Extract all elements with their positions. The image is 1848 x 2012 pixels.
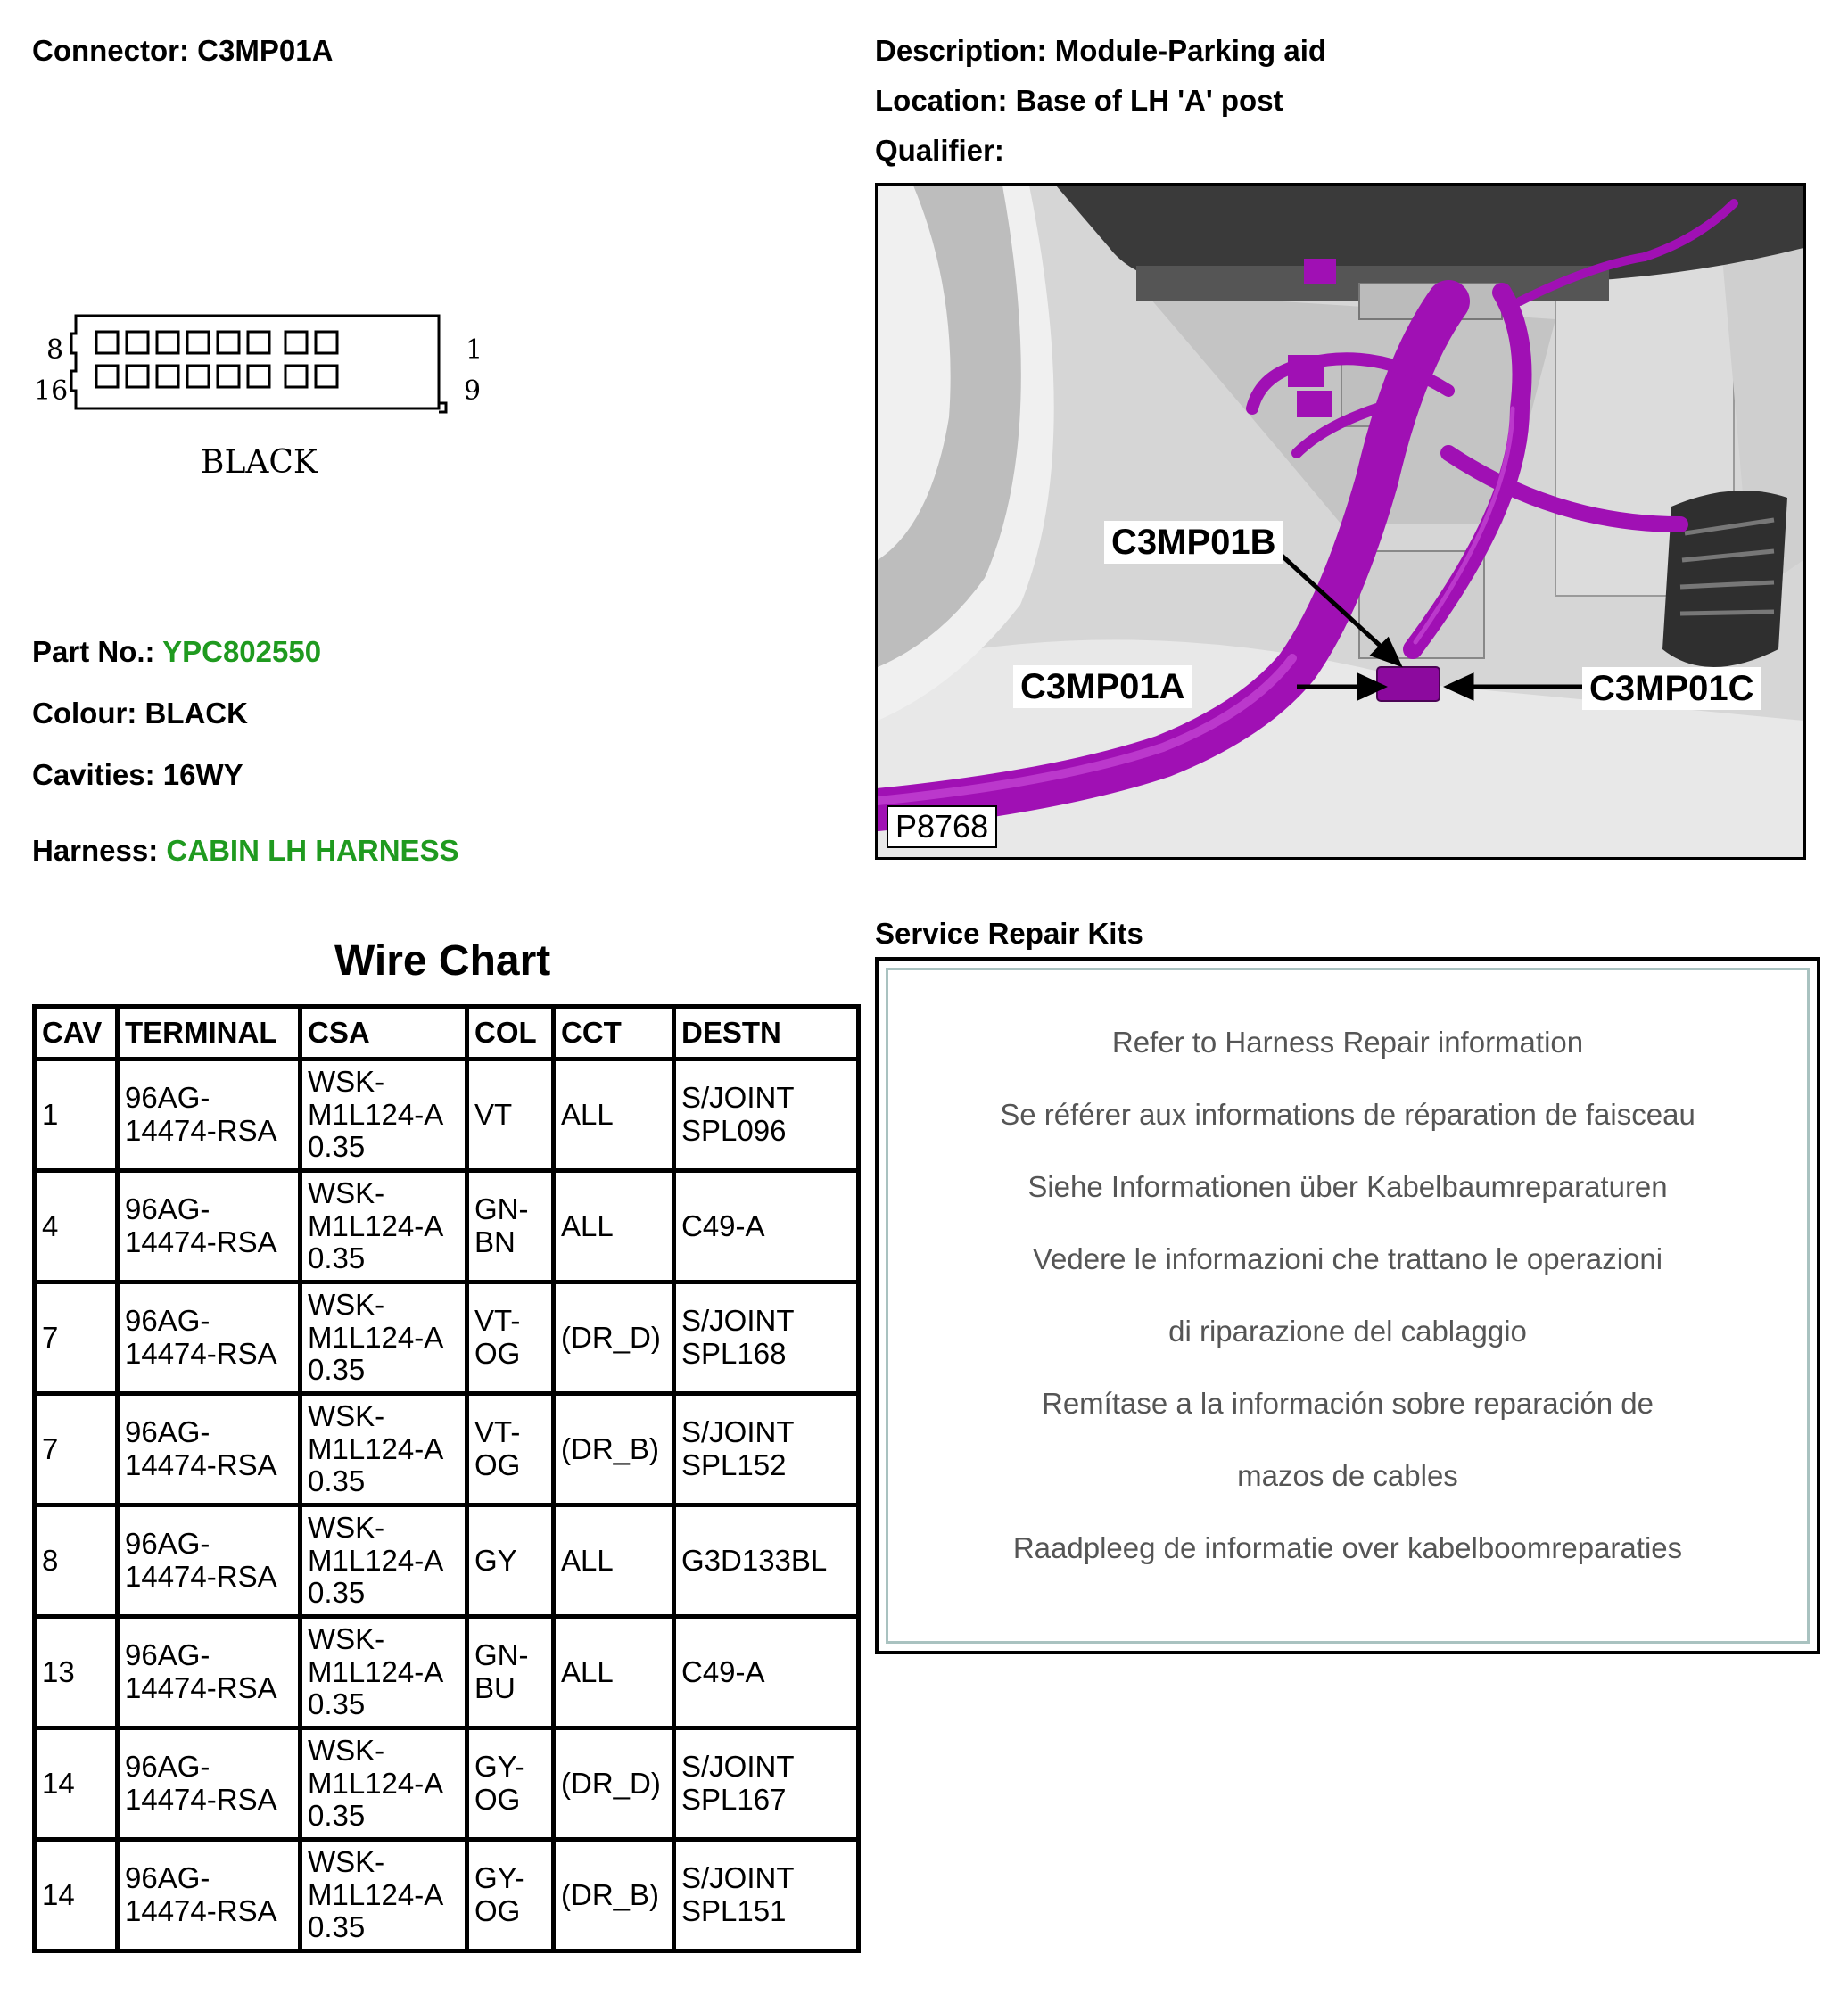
cell-cct: (DR_D) bbox=[554, 1282, 674, 1394]
cell-csa: WSK- M1L124-A 0.35 bbox=[301, 1617, 467, 1728]
cell-col: GY bbox=[467, 1505, 554, 1617]
header-col: COL bbox=[467, 1007, 554, 1060]
cavity-top-1 bbox=[96, 332, 118, 353]
harness-line bbox=[32, 836, 459, 865]
cell-terminal: 96AG- 14474-RSA bbox=[118, 1394, 301, 1505]
part-number-label: Part No.: bbox=[32, 635, 155, 668]
cell-cct: ALL bbox=[554, 1617, 674, 1728]
cavities-line bbox=[32, 760, 243, 789]
cavity-bottom-1 bbox=[96, 366, 118, 387]
harness-link[interactable]: CABIN LH HARNESS bbox=[166, 834, 459, 867]
cell-terminal: 96AG- 14474-RSA bbox=[118, 1728, 301, 1840]
cell-destn: S/JOINT SPL168 bbox=[674, 1282, 859, 1394]
cell-cct: (DR_D) bbox=[554, 1728, 674, 1840]
location-label: Location: bbox=[875, 84, 1008, 117]
description-value: Module-Parking aid bbox=[1054, 34, 1327, 67]
wire-chart-row bbox=[35, 1840, 859, 1951]
cell-terminal: 96AG- 14474-RSA bbox=[118, 1505, 301, 1617]
cell-cav: 7 bbox=[35, 1394, 118, 1505]
wire-chart-header-row bbox=[35, 1007, 859, 1060]
cavity-top-3 bbox=[157, 332, 178, 353]
cavity-bottom-4 bbox=[187, 366, 209, 387]
colour-label: Colour: bbox=[32, 697, 137, 730]
colour-line bbox=[32, 698, 248, 728]
cell-cct: ALL bbox=[554, 1171, 674, 1282]
part-number-line bbox=[32, 637, 321, 666]
cell-col: GY- OG bbox=[467, 1840, 554, 1951]
connector-face-diagram bbox=[27, 303, 491, 499]
wire-chart-row bbox=[35, 1617, 859, 1728]
wire-chart-row bbox=[35, 1394, 859, 1505]
description-label: Description: bbox=[875, 34, 1047, 67]
connector-colour-caption: BLACK bbox=[201, 444, 318, 481]
cavity-bottom-6 bbox=[248, 366, 269, 387]
header-csa: CSA bbox=[301, 1007, 467, 1060]
connector-location-photo bbox=[875, 183, 1806, 860]
pin-9-label: 9 bbox=[464, 375, 482, 407]
repair-info-line: Refer to Harness Repair information bbox=[1111, 1026, 1584, 1059]
wire-chart-title: Wire Chart bbox=[334, 937, 551, 985]
cavity-bottom-2 bbox=[127, 366, 148, 387]
pin-16-label: 16 bbox=[34, 375, 69, 407]
repair-info-line: Vedere le informazioni che trattano le operazioni bbox=[1032, 1242, 1663, 1275]
connector-outline bbox=[71, 316, 439, 408]
cell-col: GN- BN bbox=[467, 1171, 554, 1282]
cell-csa: WSK- M1L124-A 0.35 bbox=[301, 1394, 467, 1505]
repair-info-line: Remítase a la información sobre reparación de bbox=[1041, 1387, 1654, 1420]
wire-chart-row bbox=[35, 1282, 859, 1394]
cavity-top-2 bbox=[127, 332, 148, 353]
cavity-top-5 bbox=[218, 332, 239, 353]
repair-info-line: mazos de cables bbox=[1237, 1459, 1458, 1492]
service-repair-kits-inner-frame bbox=[886, 968, 1810, 1644]
cell-cct: (DR_B) bbox=[554, 1394, 674, 1505]
cell-destn: C49-A bbox=[674, 1171, 859, 1282]
repair-info-line: Se référer aux informations de réparation de faisceau bbox=[1000, 1098, 1695, 1131]
service-repair-kits-box bbox=[875, 957, 1820, 1654]
part-number-link[interactable]: YPC802550 bbox=[162, 635, 322, 668]
header-terminal: TERMINAL bbox=[118, 1007, 301, 1060]
cell-destn: G3D133BL bbox=[674, 1505, 859, 1617]
connector-label: Connector: bbox=[32, 34, 189, 67]
qualifier-line bbox=[875, 136, 1004, 165]
service-repair-kits-text bbox=[888, 970, 1807, 1584]
cell-cav: 13 bbox=[35, 1617, 118, 1728]
cell-destn: S/JOINT SPL152 bbox=[674, 1394, 859, 1505]
cell-cav: 14 bbox=[35, 1840, 118, 1951]
header-destn: DESTN bbox=[674, 1007, 859, 1060]
wire-chart-row bbox=[35, 1171, 859, 1282]
wire-chart-body bbox=[35, 1060, 859, 1951]
cell-csa: WSK- M1L124-A 0.35 bbox=[301, 1728, 467, 1840]
wire-chart-table bbox=[32, 1004, 861, 1953]
cell-csa: WSK- M1L124-A 0.35 bbox=[301, 1171, 467, 1282]
service-repair-kits-title: Service Repair Kits bbox=[875, 917, 1143, 950]
wire-chart-row bbox=[35, 1728, 859, 1840]
callout-c3mp01a: C3MP01A bbox=[1013, 665, 1192, 708]
wire-chart-row bbox=[35, 1505, 859, 1617]
pin-8-label: 8 bbox=[46, 334, 64, 366]
cell-cav: 7 bbox=[35, 1282, 118, 1394]
repair-info-line: di riparazione del cablaggio bbox=[1168, 1315, 1527, 1348]
connector-heading bbox=[32, 36, 333, 65]
cell-cct: (DR_B) bbox=[554, 1840, 674, 1951]
cell-destn: S/JOINT SPL167 bbox=[674, 1728, 859, 1840]
wire-chart-row bbox=[35, 1060, 859, 1171]
cell-destn: C49-A bbox=[674, 1617, 859, 1728]
cell-csa: WSK- M1L124-A 0.35 bbox=[301, 1060, 467, 1171]
cavity-top-7 bbox=[285, 332, 307, 353]
pin-1-label: 1 bbox=[466, 334, 483, 366]
connector-id: C3MP01A bbox=[197, 34, 334, 67]
cell-csa: WSK- M1L124-A 0.35 bbox=[301, 1840, 467, 1951]
cell-cct: ALL bbox=[554, 1060, 674, 1171]
header-cct: CCT bbox=[554, 1007, 674, 1060]
cell-cav: 4 bbox=[35, 1171, 118, 1282]
cavity-grid bbox=[96, 332, 337, 387]
cell-terminal: 96AG- 14474-RSA bbox=[118, 1617, 301, 1728]
cell-csa: WSK- M1L124-A 0.35 bbox=[301, 1505, 467, 1617]
cell-col: GY- OG bbox=[467, 1728, 554, 1840]
cell-col: VT bbox=[467, 1060, 554, 1171]
cavities-label: Cavities: bbox=[32, 758, 155, 791]
cell-terminal: 96AG- 14474-RSA bbox=[118, 1171, 301, 1282]
repair-info-line: Siehe Informationen über Kabelbaumreparaturen bbox=[1027, 1170, 1668, 1203]
cell-terminal: 96AG- 14474-RSA bbox=[118, 1060, 301, 1171]
cavity-bottom-7 bbox=[285, 366, 307, 387]
cell-cct: ALL bbox=[554, 1505, 674, 1617]
colour-value: BLACK bbox=[144, 697, 248, 730]
cell-csa: WSK- M1L124-A 0.35 bbox=[301, 1282, 467, 1394]
cavity-bottom-5 bbox=[218, 366, 239, 387]
description-line bbox=[875, 36, 1326, 65]
cell-terminal: 96AG- 14474-RSA bbox=[118, 1282, 301, 1394]
repair-info-line: Raadpleeg de informatie over kabelboomreparaties bbox=[1012, 1531, 1683, 1564]
location-value: Base of LH 'A' post bbox=[1015, 84, 1283, 117]
cell-destn: S/JOINT SPL151 bbox=[674, 1840, 859, 1951]
cell-col: GN- BU bbox=[467, 1617, 554, 1728]
cell-cav: 1 bbox=[35, 1060, 118, 1171]
location-line bbox=[875, 86, 1283, 115]
photo-illustration bbox=[878, 186, 1803, 857]
cavities-value: 16WY bbox=[162, 758, 243, 791]
cavity-top-6 bbox=[248, 332, 269, 353]
qualifier-label: Qualifier: bbox=[875, 134, 1004, 167]
cell-col: VT- OG bbox=[467, 1394, 554, 1505]
cavity-top-8 bbox=[316, 332, 337, 353]
photo-reference-code: P8768 bbox=[887, 805, 997, 848]
cell-destn: S/JOINT SPL096 bbox=[674, 1060, 859, 1171]
cell-cav: 14 bbox=[35, 1728, 118, 1840]
harness-label: Harness: bbox=[32, 834, 159, 867]
cell-cav: 8 bbox=[35, 1505, 118, 1617]
cell-terminal: 96AG- 14474-RSA bbox=[118, 1840, 301, 1951]
cavity-top-4 bbox=[187, 332, 209, 353]
cell-col: VT- OG bbox=[467, 1282, 554, 1394]
callout-c3mp01c: C3MP01C bbox=[1582, 667, 1761, 710]
cavity-bottom-3 bbox=[157, 366, 178, 387]
header-cav: CAV bbox=[35, 1007, 118, 1060]
callout-c3mp01b: C3MP01B bbox=[1104, 521, 1283, 564]
cavity-bottom-8 bbox=[316, 366, 337, 387]
